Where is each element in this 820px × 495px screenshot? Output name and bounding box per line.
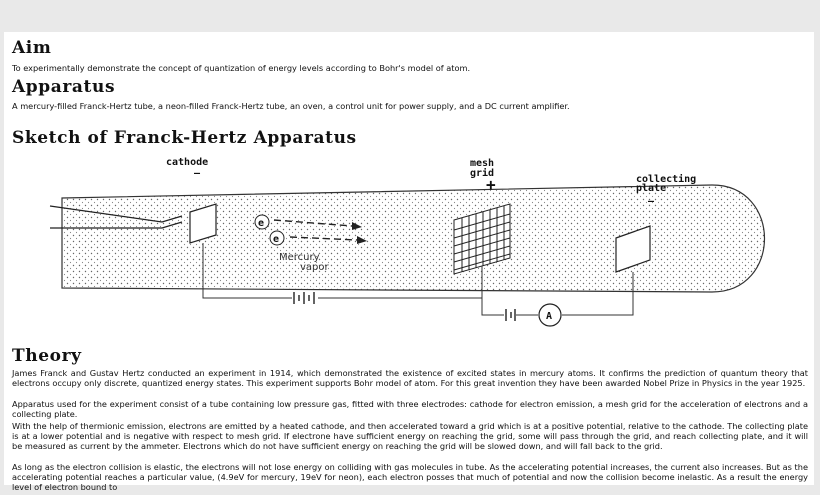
theory-paragraph-4: As long as the electron collision is elastic, the electrons will not lose energy on colliding with gas molecules in tube. As the accelerating potential increases, the current also increases. But as the accelerating potential reaches a particular value, (4.9eV for mercury, 19eV for neon), each electron posses that much of potential and now the collision become inelastic. As a result the energy level of electron bound to	[12, 462, 808, 492]
cathode-sign: —	[194, 168, 201, 179]
theory-paragraph-2: Apparatus used for the experiment consist of a tube containing low pressure gas, fitted with three electrodes: cathode for electron emission, a mesh grid for the acceleration of electrons and a collecting plate.	[12, 399, 808, 419]
franck-hertz-diagram	[12, 150, 792, 330]
ammeter-label: A	[546, 311, 553, 322]
theory-paragraph-3: With the help of thermionic emission, electrons are emitted by a heated cathode, and then accelerated toward a grid which is at a positive potential, relative to the cathode. The collecting plate is at a lower potential and is negative with respect to mesh grid. If electrone have sufficient energy on reaching the grid, some will pass through the grid, and reach collecting plate, and it will be measured as current by the ammeter. Electrons which do not have sufficient energy on reaching the grid will be slowed down, and will fall back to the grid.	[12, 421, 808, 451]
tube-outline	[62, 185, 765, 292]
collect-sign: —	[648, 196, 655, 207]
aim-heading: Aim	[12, 38, 52, 58]
battery-retarding	[506, 309, 515, 321]
collect-label-line1: collecting	[636, 174, 697, 185]
mesh-label-line1: mesh	[470, 158, 495, 169]
battery-accelerating	[294, 292, 314, 304]
theory-heading: Theory	[12, 346, 82, 366]
top-margin	[0, 0, 820, 32]
mesh-label-line2: grid	[470, 168, 495, 179]
vapor-label-line1: Mercury	[279, 252, 320, 263]
electron-1-label: e	[258, 218, 265, 229]
cathode-label: cathode	[166, 157, 209, 168]
electron-2-label: e	[273, 234, 280, 245]
right-margin	[814, 0, 820, 495]
apparatus-text: A mercury-filled Franck-Hertz tube, a neon-filled Franck-Hertz tube, an oven, a control unit for power supply, and a DC current amplifier.	[12, 101, 570, 111]
aim-text: To experimentally demonstrate the concept of quantization of energy levels according to Bohr's model of atom.	[12, 63, 471, 73]
left-margin	[0, 0, 4, 495]
apparatus-heading: Apparatus	[12, 77, 116, 97]
sketch-heading: Sketch of Franck-Hertz Apparatus	[12, 128, 357, 148]
mesh-sign: +	[486, 175, 496, 194]
collect-label-line2: plate	[636, 183, 667, 194]
theory-paragraph-1: James Franck and Gustav Hertz conducted an experiment in 1914, which demonstrated the existence of excited states in mercury atoms. It confirms the prediction of quantum theory that electrons occupy only discrete, quantized energy states. This experiment supports Bohr model of atom. For this great invention they have been awarded Nobel Prize in Physics in the year 1925.	[12, 368, 808, 388]
vapor-label-line2: vapor	[300, 262, 329, 273]
